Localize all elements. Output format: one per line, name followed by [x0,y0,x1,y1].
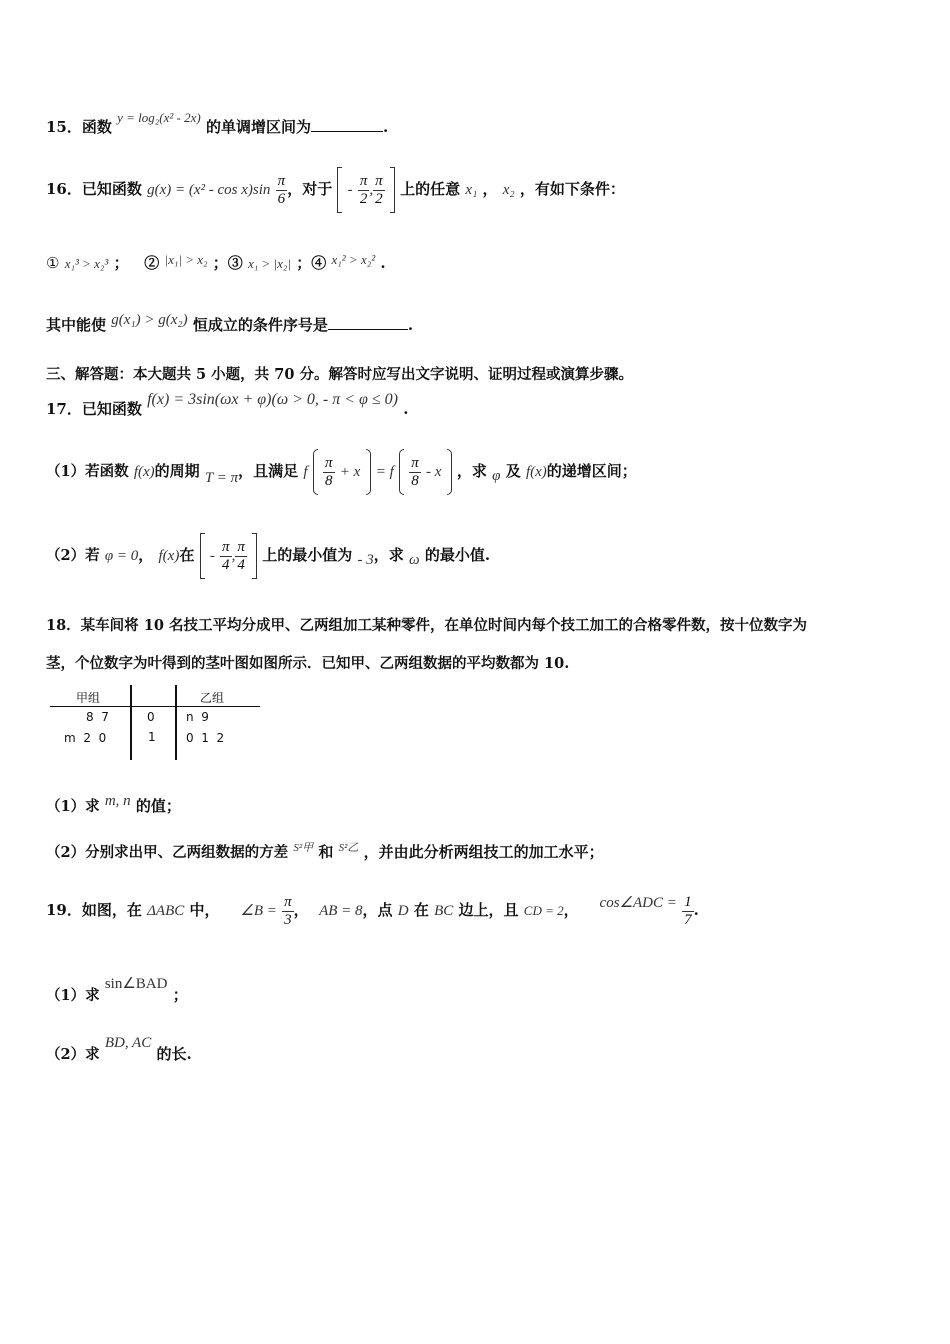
q18-p2-prefix: （2）分别求出甲、乙两组数据的方差 [46,844,289,861]
q16-two-a: 2 [359,190,368,207]
cond-2-mark: ② [144,254,160,272]
q16-pi-over-2-a [358,173,370,207]
q16-line3-end: . [407,316,414,334]
stem-row1-left: 8 7 [86,710,109,724]
q19-cd: CD = 2 [523,903,564,918]
q16-pi-a: π [359,173,368,189]
section-3-heading: 三、解答题：本大题共 5 小题，共 70 分。解答时应写出文字说明、证明过程或演算步骤。 [46,366,633,383]
q19-seven: 7 [684,911,692,928]
q17-paren-l1 [313,449,318,495]
q17-p1-phi: φ [492,468,501,484]
q19-one: 1 [684,894,692,910]
q19-D: D [397,903,409,919]
q19-line [46,885,699,935]
q16-line3-prefix: 其中能使 [46,316,107,334]
q18-p1-tail: 的值； [135,797,181,815]
q17-formula: f(x) = 3sin(ωx + φ)(ω > 0, - π < φ ≤ 0) [147,391,399,408]
q19-pi-over-3 [282,894,294,928]
q17-p1-T: T = π [204,470,239,486]
q19-angleB: ∠B = [240,903,277,919]
q16-pi-b: π [375,173,383,189]
q16-comma-duiyu: ，对于 [287,180,333,198]
q17-p1-prefix: （1）若函数 [46,463,129,480]
cond-sep-3: ；④ [296,254,327,272]
cond-sep-2: ；③ [212,254,243,272]
q15-end: . [382,118,389,136]
q18-s-jia: S²甲 [293,842,314,854]
q17-line [46,391,409,419]
stem-row1-right: n 9 [186,710,209,724]
q19-point: ，点 [362,901,393,919]
q17-eight-a: 8 [325,472,333,489]
cond-2: |x₁| > x₂ [164,252,208,267]
q17-p2-omega: ω [409,552,420,568]
q17-p2-neg3: - 3 [357,552,374,568]
q17-p2-prefix: （2）若 [46,547,100,564]
q19-p1-prefix: （1）求 [46,987,100,1004]
q15-line [46,110,389,137]
q17-part2: （2）若 φ = 0， f(x)在 - $\frac{\pi}{4}$ , $\frac{\pi}{4}$ 上的最小值为 - 3，求 ω 的最小值. [46,529,490,581]
q17-prefix: 17．已知函数 [46,400,142,418]
q17-eight-b: 8 [411,472,419,489]
q16-conditions [46,252,386,273]
q16-answer-blank[interactable] [328,328,408,330]
q18-line2: 茎，个位数字为叶得到的茎叶图如图所示．已知甲、乙两组数据的平均数都为 10. [46,655,570,672]
stem-row2-right: 0 1 2 [186,731,225,745]
stem-row2-left: m 2 0 [64,731,107,745]
q17-pi-over-8-a [323,455,335,489]
q18-p1-formula: m, n [104,793,131,809]
q19-p1-formula: sin∠BAD [104,976,168,992]
stem-leaf-plot [48,685,263,760]
q19-tri: ΔABC [147,903,185,919]
q17-p1-period: 的周期 [154,462,200,480]
q17-pi-over-4-b [235,539,247,573]
q17-p1-fx: f(x) [133,464,155,480]
q19-cos: cos∠ADC = [599,895,677,911]
q17-part1 [46,445,637,497]
q17-p2-fx: f(x) [158,548,180,564]
cond-4: x₁² > x₂² [331,252,376,267]
q16-pi-over-2-b [373,173,385,207]
q18-p2-tail: ，并由此分析两组技工的加工水平； [363,843,604,861]
q16-two-b: 2 [375,190,383,207]
q16-sep: ， [482,180,498,198]
q17-pi-c: π [222,539,230,555]
q17-p1-f: f [303,464,308,480]
stem-left-header: 甲组 [76,691,101,705]
q16-bracket-right [390,167,395,213]
q19-part2 [46,1035,192,1064]
q17-four-a: 4 [222,556,230,573]
q16-line3-suffix: 恒成立的条件序号是 [192,316,328,334]
q16-x1: x₁ [465,182,478,198]
q17-p1-ji: 及 [505,462,521,480]
q17-p2-qiu: ，求 [373,546,404,564]
q19-end: . [693,901,699,919]
q17-plus-x: + x [339,464,361,480]
q19-one-over-seven [682,894,694,928]
q19-BC: BC [434,903,454,919]
cond-end: . [380,254,386,272]
cond-sep-1: ； [113,254,129,272]
q16-pi-over-6 [276,173,288,207]
q17-p2-min: 上的最小值为 [262,546,353,564]
q16-line3-formula: g(x₁) > g(x₂) [111,312,188,328]
q19-p2-formula: BD, AC [104,1035,152,1051]
cond-3: x₁ > |x₂| [248,256,291,271]
q17-p1-fx2: f(x) [525,464,547,480]
q18-part1 [46,795,181,816]
q18-part2 [46,841,604,862]
q19-zhong: 中， [189,901,220,919]
cond-1-mark: ① [46,254,60,272]
q17-paren-r2 [447,449,452,495]
q17-bracket-right [252,533,257,579]
stem-top-rule [50,706,260,707]
q17-end: . [403,400,409,418]
q18-he: 和 [318,843,334,861]
q17-paren-l2 [399,449,404,495]
q19-comma2: ， [563,901,579,919]
q16-x2: x₂ [502,182,515,198]
q17-pi-over-8-b [409,455,421,489]
stem-divider-right [175,685,177,760]
q17-p2-zai: 在 [179,546,195,564]
q16-interval-minus: - [347,182,353,198]
q19-zai: 在 [413,901,429,919]
q17-four-b: 4 [237,556,245,573]
q16-question [46,314,413,335]
q17-pi-a: π [325,455,333,471]
q19-edge: 边上，且 [458,901,519,919]
q17-pi-over-4-a [220,539,232,573]
q17-p1-satisfy: ，且满足 [238,462,299,480]
q17-paren-r1 [366,449,371,495]
q19-prefix: 19．如图，在 [46,901,142,919]
stem-divider-left [130,685,132,760]
q19-p1-tail: ； [172,986,188,1004]
q19-comma: ， [293,901,309,919]
q19-ab: AB = 8 [319,903,363,919]
q16-six: 6 [277,190,286,207]
q17-bracket-left [200,533,205,579]
stem-row2-stem: 1 [148,730,156,744]
q17-p1-qiu: ，求 [456,462,487,480]
q16-formula: g(x) = (x² - cos x)sin [147,182,271,198]
cond-1: x₁³ > x₂³ [64,256,109,271]
q17-pi-d: π [237,539,245,555]
q16-tail: ，有如下条件： [519,180,625,198]
q16-line: 16．已知函数 g(x) = (x² - cos x)sin $\frac{\pi}{6}$ ，对于 - $\frac{\pi}{2}$ , $\frac{\pi}{2}$ 上的任意 x₁ ， x₂ ，有如下条件： [46,164,625,214]
q19-part1 [46,976,188,1005]
stem-row1-stem: 0 [147,710,155,724]
q17-p2-tail: 的最小值. [424,546,491,564]
q18-s-yi: S²乙 [338,842,359,854]
q17-p2-phi0: φ = 0 [104,548,139,564]
stem-right-header: 乙组 [200,691,225,705]
q18-line1: 18．某车间将 10 名技工平均分成甲、乙两组加工某种零件，在单位时间内每个技工加工的合格零件数，按十位数字为 [46,617,807,634]
q15-suffix: 的单调增区间为 [205,118,311,136]
q16-bracket-left [337,167,342,213]
q19-p2-prefix: （2）求 [46,1046,100,1063]
q16-prefix: 16．已知函数 [46,180,142,198]
q19-p2-tail: 的长. [156,1045,192,1063]
q17-p2-neg: - [209,548,215,564]
q17-pi-b: π [411,455,419,471]
q17-minus-x: - x [426,464,442,480]
q19-pi: π [284,894,292,910]
q17-eq: = f [375,464,394,480]
q19-three: 3 [284,911,292,928]
q15-formula: y = log₂(x² - 2x) [117,110,201,125]
q16-on-any: 上的任意 [400,180,461,198]
q15-prefix: 15．函数 [46,118,112,136]
q17-p1-tail: 的递增区间； [546,462,637,480]
q17-p2-comma: ， [138,546,154,564]
q18-p1-prefix: （1）求 [46,798,100,815]
q15-answer-blank[interactable] [311,130,383,132]
q16-pi: π [277,173,286,189]
